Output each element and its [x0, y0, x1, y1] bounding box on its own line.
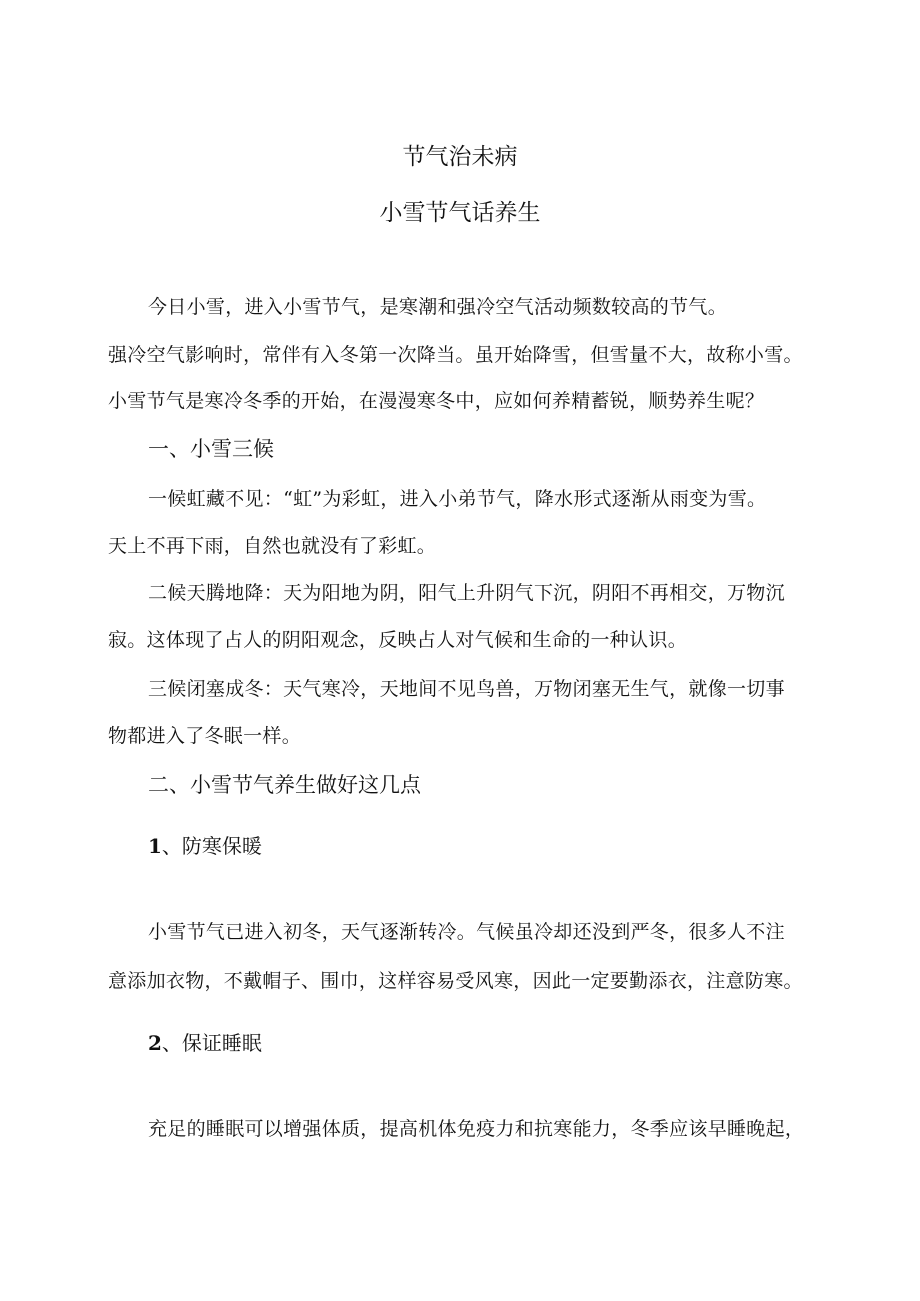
section-1-heading: 一、小雪三候 [148, 437, 274, 461]
document-subtitle: 小雪节气话养生 [379, 200, 541, 226]
item-2-number: 2 [148, 1031, 162, 1055]
item-2-line-1: 充足的睡眠可以增强体质，提高机体免疫力和抗寒能力，冬季应该早睡晚起， [148, 1118, 805, 1140]
item-2-title: 、保证睡眠 [161, 1031, 262, 1055]
item-1-line-1: 小雪节气已进入初冬，天气逐渐转冷。气候虽冷却还没到严冬，很多人不注 [148, 921, 785, 943]
intro-line-1: 今日小雪，进入小雪节气，是寒潮和强冷空气活动频数较高的节气。 [148, 296, 728, 318]
item-2-heading [148, 1027, 262, 1056]
hou-3-line-2: 物都进入了冬眠一样。 [108, 725, 302, 747]
section-2-heading: 二、小雪节气养生做好这几点 [148, 773, 421, 797]
hou-2-line-2: 寂。这体现了占人的阴阳观念，反映占人对气候和生命的一种认识。 [108, 629, 688, 651]
document-title: 节气治未病 [402, 144, 518, 170]
intro-line-3: 小雪节气是寒冷冬季的开始，在漫漫寒冬中，应如何养精蓄锐，顺势养生呢？ [108, 390, 765, 412]
hou-1-line-2: 天上不再下雨，自然也就没有了彩虹。 [108, 535, 437, 557]
item-1-heading [148, 830, 262, 859]
hou-3-line-1: 三候闭塞成冬：天气寒冷，天地间不见鸟兽，万物闭塞无生气，就像一切事 [148, 678, 785, 700]
item-1-line-2: 意添加衣物，不戴帽子、围巾，这样容易受风寒，因此一定要勤添衣，注意防寒。 [108, 970, 803, 992]
item-1-number: 1 [148, 834, 162, 858]
hou-1-line-1: 一候虹藏不见：“虹”为彩虹，进入小弟节气，降水形式逐渐从雨变为雪。 [148, 488, 767, 510]
item-1-title: 、防寒保暖 [161, 834, 262, 858]
intro-line-2: 强冷空气影响时，常伴有入冬第一次降当。虽开始降雪，但雪量不大，故称小雪。 [108, 344, 803, 366]
hou-2-line-1: 二候天腾地降：天为阳地为阴，阳气上升阴气下沉，阴阳不再相交，万物沉 [148, 582, 785, 604]
